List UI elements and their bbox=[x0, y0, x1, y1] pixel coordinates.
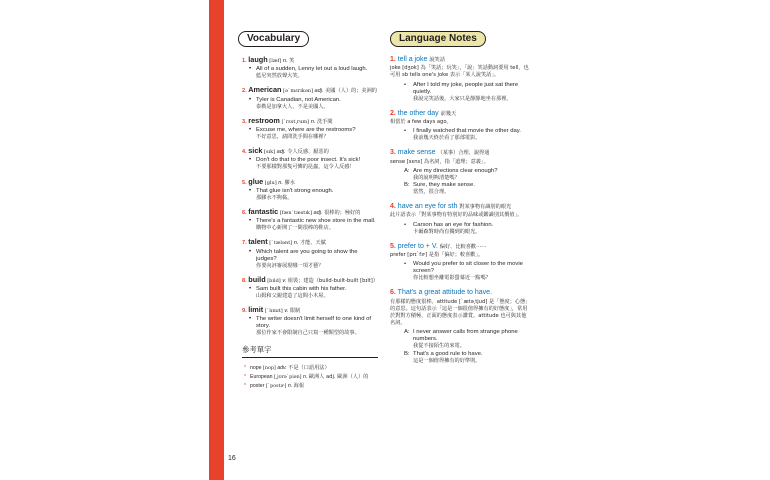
note-examples bbox=[390, 261, 530, 282]
language-note bbox=[390, 243, 530, 283]
speaker-label: A: bbox=[404, 329, 410, 336]
speaker-label: B: bbox=[404, 350, 410, 357]
reference-words-list bbox=[242, 364, 378, 391]
note-examples bbox=[390, 82, 530, 103]
vocab-example bbox=[242, 286, 378, 300]
vocab-part-of-speech: n. bbox=[282, 58, 288, 64]
note-heading bbox=[390, 289, 530, 297]
example-chinese: 不要那樣對那隻可憐的昆蟲，這令人反感！ bbox=[256, 164, 355, 171]
entry-number: 4. bbox=[242, 149, 247, 156]
vocab-chinese-meaning: 組裝；建造（build-built-built [bɪlt]） bbox=[287, 277, 379, 284]
note-example-row bbox=[404, 168, 530, 182]
vocab-entry bbox=[242, 117, 378, 141]
language-note bbox=[390, 203, 530, 236]
language-note bbox=[390, 149, 530, 196]
reference-word-item bbox=[242, 373, 378, 382]
note-example-chinese: 當然，很合理。 bbox=[413, 189, 450, 196]
entry-number: 7. bbox=[242, 240, 247, 247]
note-explanation: prefer [prɪˋfɝ] 是指「偏好；較喜歡」。 bbox=[390, 252, 484, 259]
vocab-phonetic: [bɪld] bbox=[267, 277, 281, 284]
vocab-word: sick bbox=[248, 146, 263, 156]
example-chinese: 那位作家不會限制自己只寫一種類型的故事。 bbox=[256, 330, 360, 337]
note-example-row bbox=[404, 329, 530, 350]
note-heading bbox=[390, 203, 530, 211]
note-examples bbox=[390, 128, 530, 142]
example-english: • All of a sudden, Lenny let out a loud laugh. bbox=[256, 66, 368, 73]
entry-number: 6. bbox=[242, 210, 247, 217]
vocab-example bbox=[242, 316, 378, 337]
example-english: • There's a fantastic new shoe store in the mall. bbox=[256, 218, 376, 225]
note-phrase-chinese: 說笑話 bbox=[429, 57, 445, 63]
vocabulary-heading: Vocabulary bbox=[238, 31, 309, 47]
note-number: 6. bbox=[390, 289, 396, 297]
example-english: • Sam built this cabin with his father. bbox=[256, 286, 347, 293]
note-explanation: sense [sɛns] 為名詞，指「道理；意義」。 bbox=[390, 158, 489, 165]
vocab-part-of-speech: n. bbox=[310, 118, 316, 125]
vocab-phonetic: [glu] bbox=[264, 179, 277, 186]
note-example-english: I finally watched that movie the other day. bbox=[413, 128, 521, 135]
note-example-row bbox=[404, 82, 530, 103]
note-phrase: make sense bbox=[397, 149, 436, 157]
language-note bbox=[390, 110, 530, 143]
note-examples bbox=[390, 168, 530, 196]
note-examples bbox=[390, 329, 530, 364]
vocab-phonetic: [ˋrɛst͵rum] bbox=[281, 118, 310, 125]
note-example-english: Carson has an eye for fashion. bbox=[413, 221, 494, 228]
note-example-chinese: 我從不接陌生的來電。 bbox=[413, 343, 465, 350]
note-example-row bbox=[404, 128, 530, 142]
vocab-headword-line bbox=[242, 147, 378, 156]
vocab-entry bbox=[242, 306, 378, 337]
entry-number: 1. bbox=[242, 58, 247, 64]
vocab-chinese-meaning: 很棒的；極好的 bbox=[324, 210, 361, 217]
vocab-entry bbox=[242, 86, 378, 110]
reference-part-of-speech: adv. bbox=[277, 364, 287, 371]
note-example-row bbox=[404, 261, 530, 282]
bullet-icon: • bbox=[404, 128, 407, 135]
page-number: 16 bbox=[228, 455, 236, 462]
language-notes-heading: Language Notes bbox=[390, 31, 486, 47]
vocab-phonetic: [ˋlɪmɪt] bbox=[264, 308, 283, 315]
vocab-part-of-speech: n. bbox=[278, 179, 283, 186]
vocab-example bbox=[242, 66, 378, 80]
vocabulary-column bbox=[238, 28, 378, 391]
speaker-label: B: bbox=[404, 182, 410, 189]
vocab-part-of-speech: adj. bbox=[314, 88, 324, 95]
vocab-part-of-speech: adj. bbox=[276, 149, 286, 156]
note-phrase: tell a joke bbox=[397, 56, 428, 63]
vocab-headword-line bbox=[242, 306, 378, 315]
reference-part-of-speech: n. bbox=[303, 373, 308, 380]
reference-phonetic: [͵jʊrəˋpiən] bbox=[273, 374, 302, 380]
vocab-word: glue bbox=[248, 176, 264, 186]
vocab-headword-line bbox=[242, 178, 378, 187]
note-example-english: After I told my joke, people just sat there quietly. bbox=[413, 81, 519, 95]
vocab-phonetic: [læf] bbox=[269, 58, 282, 64]
vocab-example bbox=[242, 218, 378, 232]
note-heading bbox=[390, 110, 530, 118]
vocabulary-list bbox=[242, 56, 378, 338]
bullet-icon: • bbox=[404, 221, 407, 228]
example-chinese: 那膠水不夠黏。 bbox=[256, 194, 293, 201]
vocab-word: build bbox=[248, 274, 266, 284]
speaker-label: A: bbox=[404, 167, 410, 174]
example-english: • Don't do that to the poor insect. It's sick! bbox=[256, 157, 361, 164]
entry-number: 5. bbox=[242, 179, 247, 186]
note-phrase-chinese: 對某事物有識別的眼光 bbox=[459, 204, 512, 211]
vocab-headword-line bbox=[242, 238, 378, 247]
vocab-entry bbox=[242, 178, 378, 202]
note-number: 5. bbox=[390, 242, 396, 250]
vocab-headword-line bbox=[242, 276, 378, 285]
vocab-chinese-meaning: 才能、天賦 bbox=[299, 240, 326, 247]
vocab-entry bbox=[242, 276, 378, 300]
note-phrase: prefer to + V. bbox=[397, 242, 438, 250]
language-notes-list bbox=[390, 56, 530, 365]
vocab-entry bbox=[242, 208, 378, 232]
vocab-example bbox=[242, 157, 378, 171]
vocab-part-of-speech: n. bbox=[293, 240, 299, 247]
example-chinese: 購物中心新開了一間很棒的鞋店。 bbox=[256, 225, 334, 232]
vocab-part-of-speech: adj. bbox=[313, 210, 323, 217]
vocab-phonetic: [sɪk] bbox=[264, 149, 276, 156]
note-phrase-chinese: 前幾天 bbox=[440, 110, 457, 117]
vocab-word: fantastic bbox=[248, 207, 279, 217]
note-phrase: That's a great attitude to have. bbox=[397, 289, 493, 297]
red-margin-bar bbox=[209, 0, 224, 480]
note-explanation: 有那樣的態度很棒。attitude [ˋætə͵tjud] 是「態度；心態」的意思。這句話表示「這是一個很值得擁有的好態度」，常用於對對方積極、正面的態度表示讚賞。attitude 也可與其他名詞。 bbox=[390, 298, 528, 327]
note-example-chinese: 我的說明夠清楚嗎？ bbox=[413, 174, 460, 181]
vocab-word: restroom bbox=[248, 115, 280, 125]
note-heading bbox=[390, 149, 530, 157]
reference-words bbox=[242, 344, 378, 391]
note-example-english: Would you prefer to sit closer to the movie screen? bbox=[413, 261, 523, 275]
vocab-entry bbox=[242, 56, 378, 80]
reference-word: poster bbox=[250, 382, 265, 389]
vocab-word: limit bbox=[248, 305, 264, 315]
vocab-word: talent bbox=[248, 237, 268, 247]
note-example-english: Sure, they make sense. bbox=[413, 182, 475, 189]
example-english: • That glue isn't strong enough. bbox=[256, 187, 334, 194]
note-phrase-chinese: （某事）合理、說得通 bbox=[437, 150, 490, 157]
note-heading bbox=[390, 56, 530, 64]
example-chinese: 泰勒是加拿大人，不是美國人。 bbox=[256, 103, 329, 110]
vocab-chinese-meaning: 限制 bbox=[289, 308, 301, 315]
reference-chinese: 歐洲人 adj. 歐洲（人）的 bbox=[308, 373, 369, 380]
vocab-chinese-meaning: 洗手間 bbox=[316, 118, 333, 125]
note-example-chinese: 卡爾森對時尚有獨到的眼光。 bbox=[413, 228, 481, 235]
vocab-phonetic: [fænˋtæstɪk] bbox=[279, 210, 312, 217]
vocab-chinese-meaning: 膠水 bbox=[284, 179, 295, 186]
vocab-example bbox=[242, 188, 378, 202]
vocab-example bbox=[242, 127, 378, 141]
note-phrase: have an eye for sth bbox=[397, 203, 458, 211]
example-english: • Excuse me, where are the restrooms? bbox=[256, 127, 356, 134]
bullet-icon: • bbox=[404, 261, 407, 268]
entry-number: 9. bbox=[242, 308, 247, 315]
entry-number: 2. bbox=[242, 88, 247, 95]
reference-word-item bbox=[242, 382, 378, 391]
reference-phonetic: [ˋpostɚ] bbox=[265, 383, 287, 389]
example-english: • Tyler is Canadian, not American. bbox=[256, 96, 341, 103]
language-notes-column bbox=[390, 28, 530, 372]
note-example-english: That's a good rule to have. bbox=[413, 350, 483, 357]
note-explanation: 此片語表示「對某事物有特別好的品味或鑑識別其價值」。 bbox=[390, 212, 523, 219]
example-english: • The writer doesn't limit herself to one kind of story. bbox=[256, 316, 372, 330]
note-example-chinese: 我說完笑話後，大家只是靜靜地坐在那裡。 bbox=[413, 95, 512, 102]
language-note bbox=[390, 289, 530, 364]
vocab-chinese-meaning: 令人反感、厭惡的 bbox=[287, 149, 329, 156]
note-explanation: joke [dʒok] 為「笑話；玩笑」，「說」笑話動詞要用 tell，也可用 sb tells one's joke 表示「某人說笑話」。 bbox=[390, 65, 529, 79]
language-note bbox=[390, 56, 530, 103]
vocab-example bbox=[242, 97, 378, 111]
vocab-part-of-speech: v. bbox=[282, 277, 287, 284]
entry-number: 3. bbox=[242, 118, 247, 125]
vocab-headword-line bbox=[242, 208, 378, 217]
example-chinese: 山姆和父親建造了這間小木屋。 bbox=[256, 293, 329, 300]
reference-chinese: 不是（口語用法） bbox=[288, 364, 330, 371]
note-number: 1. bbox=[390, 56, 396, 63]
reference-part-of-speech: n. bbox=[287, 382, 293, 389]
vocab-part-of-speech: v. bbox=[284, 308, 289, 315]
example-chinese: 藍尼突然放聲大笑。 bbox=[256, 73, 303, 80]
vocab-chinese-meaning: 美國（人）的；美洲的 bbox=[325, 88, 377, 95]
vocab-word: American bbox=[248, 85, 282, 95]
entry-number: 8. bbox=[242, 277, 247, 284]
reference-word-item bbox=[242, 364, 378, 373]
example-chinese: 不好意思，請問洗手間在哪裡？ bbox=[256, 134, 329, 141]
note-example-chinese: 你比較想坐離電影螢幕近一點嗎？ bbox=[413, 275, 491, 282]
note-example-row bbox=[404, 222, 530, 236]
reference-chinese: 海報 bbox=[293, 382, 305, 389]
vocab-phonetic: [əˋmɛrɪkən] bbox=[283, 88, 313, 95]
vocab-entry bbox=[242, 147, 378, 171]
note-example-english: Are my directions clear enough? bbox=[413, 167, 498, 174]
vocab-headword-line bbox=[242, 86, 378, 95]
vocab-example bbox=[242, 249, 378, 270]
reference-word: nope bbox=[250, 364, 262, 371]
note-number: 3. bbox=[390, 149, 396, 157]
note-phrase-chinese: 偏好、比較喜歡⋯⋯ bbox=[439, 243, 487, 250]
note-example-english: I never answer calls from strange phone numbers. bbox=[413, 329, 518, 343]
note-examples bbox=[390, 222, 530, 236]
vocab-headword-line bbox=[242, 56, 378, 65]
note-phrase: the other day bbox=[397, 109, 439, 117]
vocab-phonetic: [ˋtælənt] bbox=[269, 240, 293, 247]
note-number: 4. bbox=[390, 203, 396, 211]
note-example-row bbox=[404, 351, 530, 365]
note-example-row bbox=[404, 182, 530, 196]
note-heading bbox=[390, 243, 530, 251]
reference-words-title: 參考單字 bbox=[242, 344, 378, 358]
example-chinese: 你要向評審展現哪一項才藝？ bbox=[256, 262, 324, 269]
example-english: • Which talent are you going to show the judges? bbox=[256, 248, 358, 262]
reference-word: European bbox=[250, 373, 273, 380]
bullet-icon: • bbox=[404, 81, 407, 88]
vocab-entry bbox=[242, 238, 378, 269]
note-number: 2. bbox=[390, 109, 396, 117]
reference-phonetic: [nop] bbox=[263, 365, 276, 371]
note-explanation: 相當於 a few days ago。 bbox=[390, 119, 452, 126]
note-example-chinese: 這是一個值得擁有的好準則。 bbox=[413, 357, 481, 364]
note-example-chinese: 我前幾天終於看了那部電影。 bbox=[413, 135, 481, 142]
vocab-headword-line bbox=[242, 117, 378, 126]
vocab-word: laugh bbox=[248, 55, 268, 64]
vocab-chinese-meaning: 笑 bbox=[289, 58, 295, 64]
